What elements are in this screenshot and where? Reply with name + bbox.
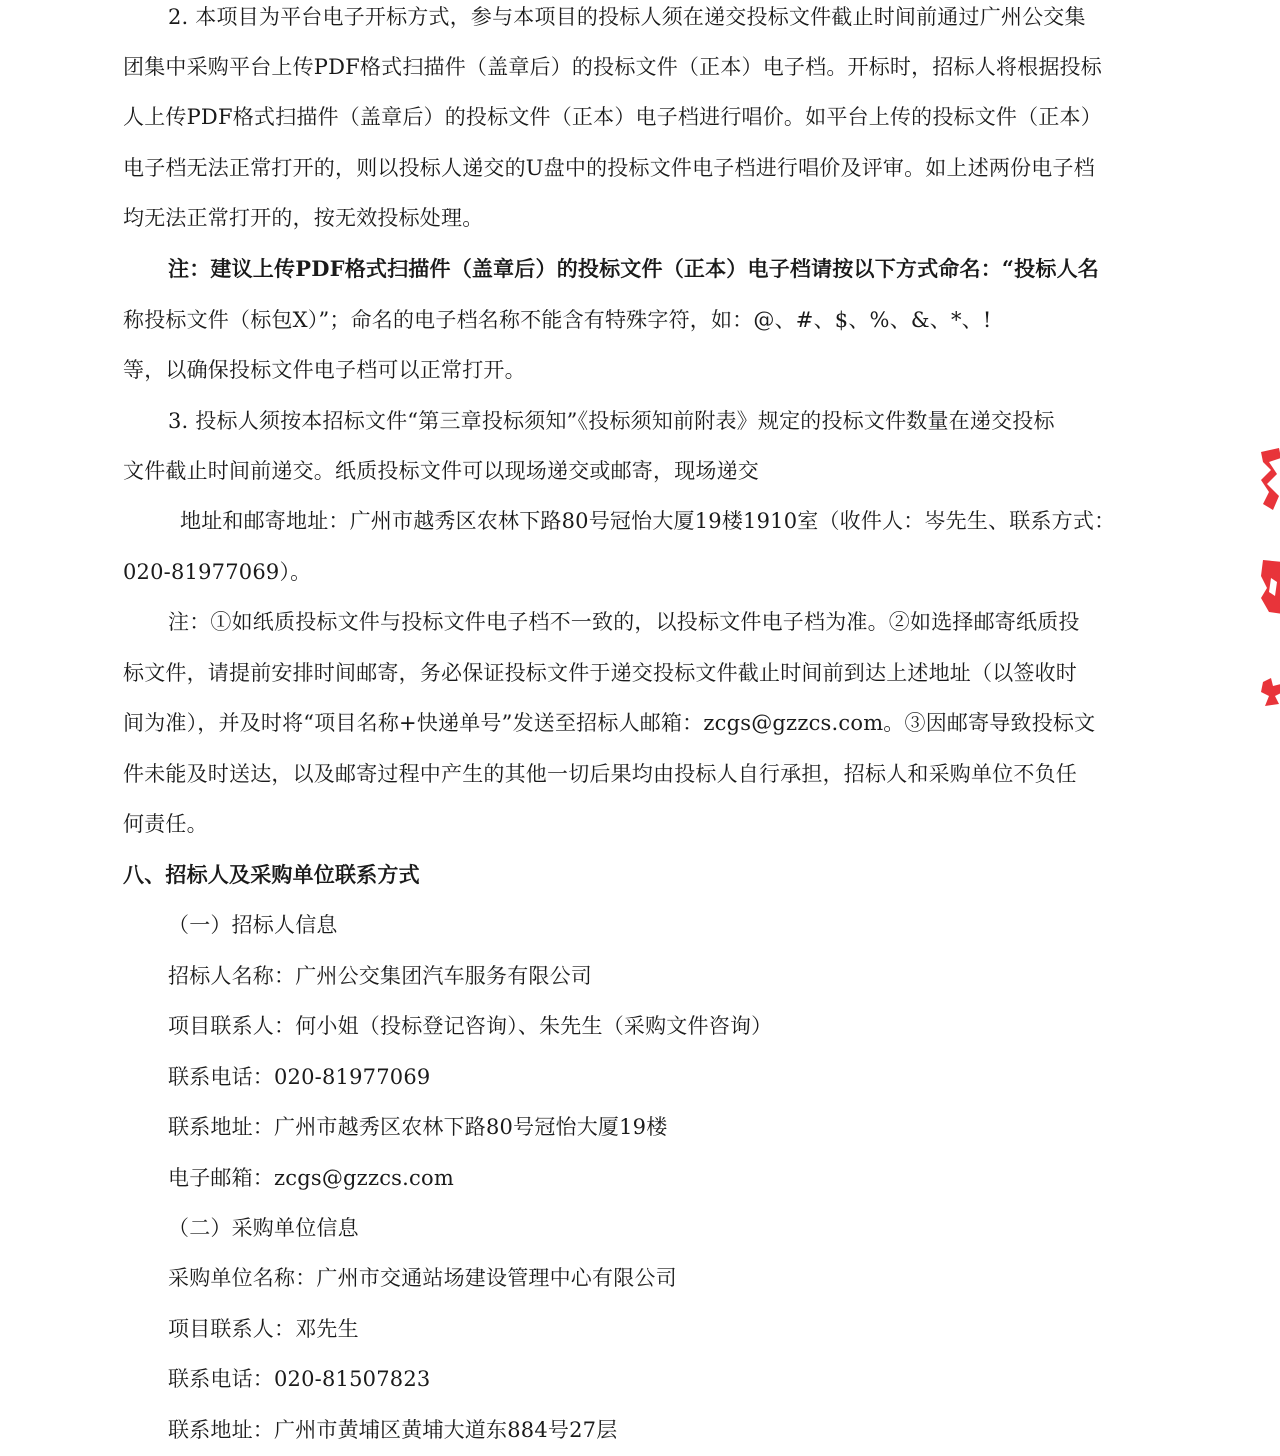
subsection-heading: （一）招标人信息 [168, 913, 338, 937]
paragraph-line: 电子档无法正常打开的，则以投标人递交的U盘中的投标文件电子档进行唱价及评审。如上述两份电子档 [123, 156, 1095, 180]
info-line: 电子邮箱：zcgs@gzzcs.com [168, 1166, 454, 1190]
seal-fragment-icon [1256, 676, 1280, 708]
info-line: 采购单位名称：广州市交通站场建设管理中心有限公司 [168, 1266, 677, 1290]
note-line: 等，以确保投标文件电子档可以正常打开。 [123, 358, 526, 382]
subsection-heading: （二）采购单位信息 [168, 1216, 359, 1240]
note-line: 标文件，请提前安排时间邮寄，务必保证投标文件于递交投标文件截止时间前到达上述地址（以签收时 [123, 661, 1077, 685]
note-line: 何责任。 [123, 812, 208, 836]
paragraph-line: 3. 投标人须按本招标文件“第三章投标须知”《投标须知前附表》规定的投标文件数量在递交投标 [168, 409, 1055, 433]
paragraph-line: 2. 本项目为平台电子开标方式，参与本项目的投标人须在递交投标文件截止时间前通过广州公交集 [168, 5, 1086, 29]
note-line: 间为准），并及时将“项目名称+快递单号”发送至招标人邮箱：zcgs@gzzcs.com。③因邮寄导致投标文 [123, 711, 1096, 735]
info-line: 联系电话：020-81977069 [168, 1065, 431, 1089]
note-line: 件未能及时送达，以及邮寄过程中产生的其他一切后果均由投标人自行承担，招标人和采购单位不负任 [123, 762, 1077, 786]
info-line: 联系地址：广州市黄埔区黄埔大道东884号27层 [168, 1418, 618, 1442]
paragraph-line: 团集中采购平台上传PDF格式扫描件（盖章后）的投标文件（正本）电子档。开标时，招标人将根据投标 [123, 55, 1102, 79]
info-line: 招标人名称：广州公交集团汽车服务有限公司 [168, 964, 592, 988]
section-heading: 八、招标人及采购单位联系方式 [123, 862, 420, 887]
info-line: 项目联系人：何小姐（投标登记咨询）、朱先生（采购文件咨询） [168, 1014, 773, 1038]
paragraph-line: 文件截止时间前递交。纸质投标文件可以现场递交或邮寄，现场递交 [123, 459, 759, 483]
seal-fragment-icon [1256, 558, 1280, 616]
address-line: 020-81977069）。 [123, 560, 312, 584]
note-line: 称投标文件（标包X）”；命名的电子档名称不能含有特殊字符，如：@、#、$、%、&、*、! [123, 308, 992, 332]
note-line: 注：建议上传PDF格式扫描件（盖章后）的投标文件（正本）电子档请按以下方式命名：“投标人名 [168, 256, 1099, 281]
note-line: 注：①如纸质投标文件与投标文件电子档不一致的，以投标文件电子档为准。②如选择邮寄纸质投 [168, 610, 1080, 634]
address-line: 地址和邮寄地址：广州市越秀区农林下路80号冠怡大厦19楼1910室（收件人：岑先生、联系方式： [180, 509, 1116, 533]
paragraph-line: 人上传PDF格式扫描件（盖章后）的投标文件（正本）电子档进行唱价。如平台上传的投标文件（正本） [123, 105, 1102, 129]
info-line: 项目联系人：邓先生 [168, 1317, 359, 1341]
seal-fragment-icon [1256, 444, 1280, 514]
paragraph-line: 均无法正常打开的，按无效投标处理。 [123, 206, 484, 230]
info-line: 联系电话：020-81507823 [168, 1367, 431, 1391]
info-line: 联系地址：广州市越秀区农林下路80号冠怡大厦19楼 [168, 1115, 668, 1139]
